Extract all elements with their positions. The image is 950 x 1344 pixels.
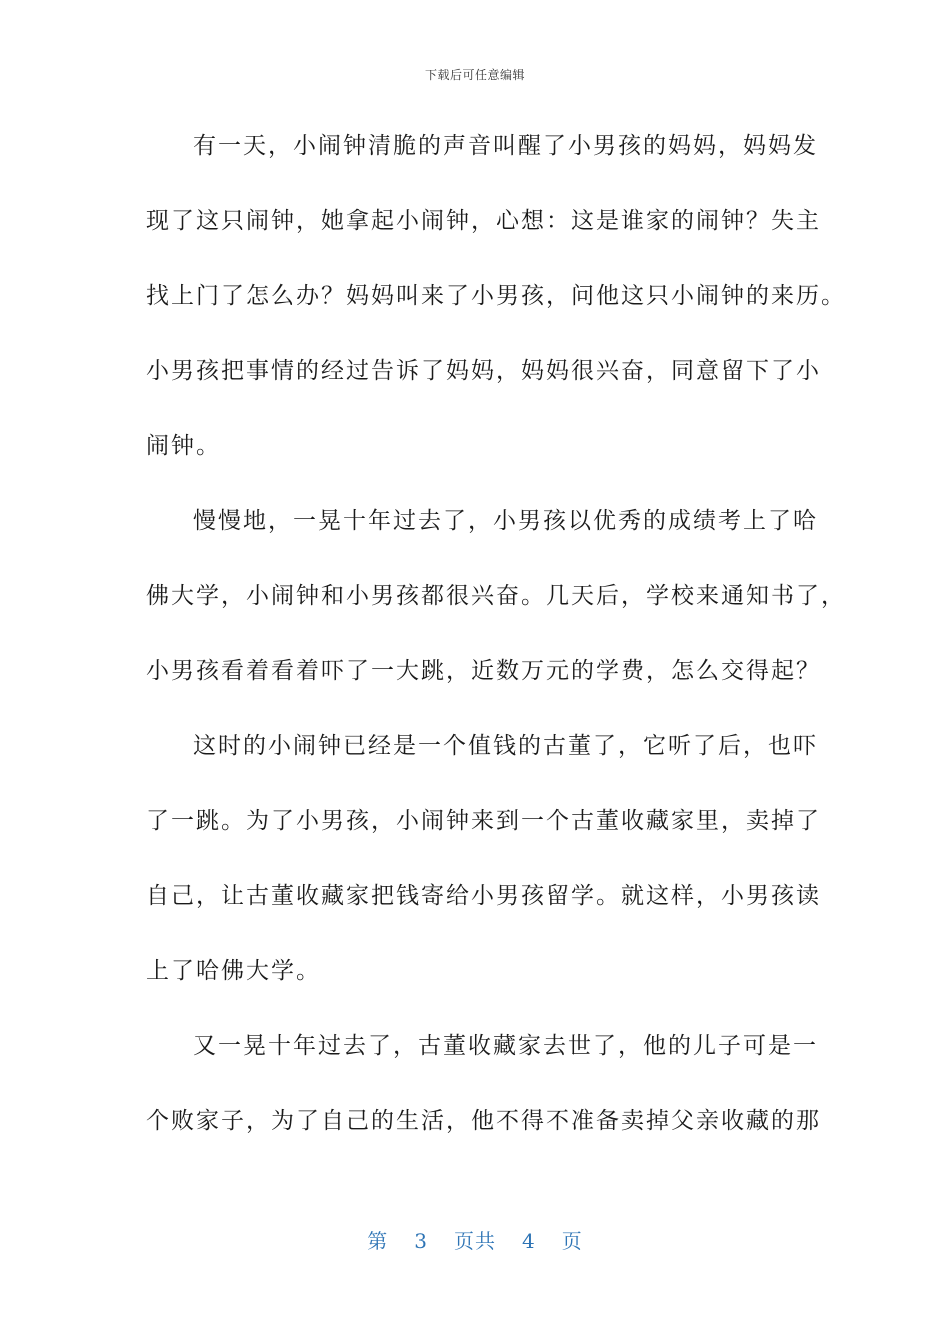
text-line: 慢慢地，一晃十年过去了，小男孩以优秀的成绩考上了哈: [193, 508, 818, 534]
text-line: 找上门了怎么办？妈妈叫来了小男孩，问他这只小闹钟的来历。: [146, 283, 846, 309]
footer-middle: 页共: [454, 1229, 496, 1253]
page-footer: [0, 1225, 950, 1254]
text-line: 这时的小闹钟已经是一个值钱的古董了，它听了后，也吓: [193, 733, 818, 759]
text-line: 小男孩看着看着吓了一大跳，近数万元的学费，怎么交得起？: [146, 658, 821, 684]
text-line: 佛大学，小闹钟和小男孩都很兴奋。几天后，学校来通知书了，: [146, 583, 846, 609]
text-line: 自己，让古董收藏家把钱寄给小男孩留学。就这样，小男孩读: [146, 883, 821, 909]
text-line: 小男孩把事情的经过告诉了妈妈，妈妈很兴奋，同意留下了小: [146, 358, 821, 384]
footer-suffix: 页: [561, 1229, 583, 1253]
text-line: 上了哈佛大学。: [146, 958, 321, 984]
text-line: 了一跳。为了小男孩，小闹钟来到一个古董收藏家里，卖掉了: [146, 808, 821, 834]
current-page-number: 3: [414, 1229, 428, 1253]
total-page-number: 4: [522, 1229, 536, 1253]
text-line: 又一晃十年过去了，古董收藏家去世了，他的儿子可是一: [193, 1033, 818, 1059]
text-line: 个败家子，为了自己的生活，他不得不准备卖掉父亲收藏的那: [146, 1108, 821, 1134]
page-header-note: 下载后可任意编辑: [424, 68, 525, 82]
footer-prefix: 第: [367, 1229, 389, 1253]
text-line: 有一天，小闹钟清脆的声音叫醒了小男孩的妈妈，妈妈发: [193, 133, 818, 159]
text-line: 现了这只闹钟，她拿起小闹钟，心想：这是谁家的闹钟？失主: [146, 208, 821, 234]
text-line: 闹钟。: [146, 433, 221, 459]
